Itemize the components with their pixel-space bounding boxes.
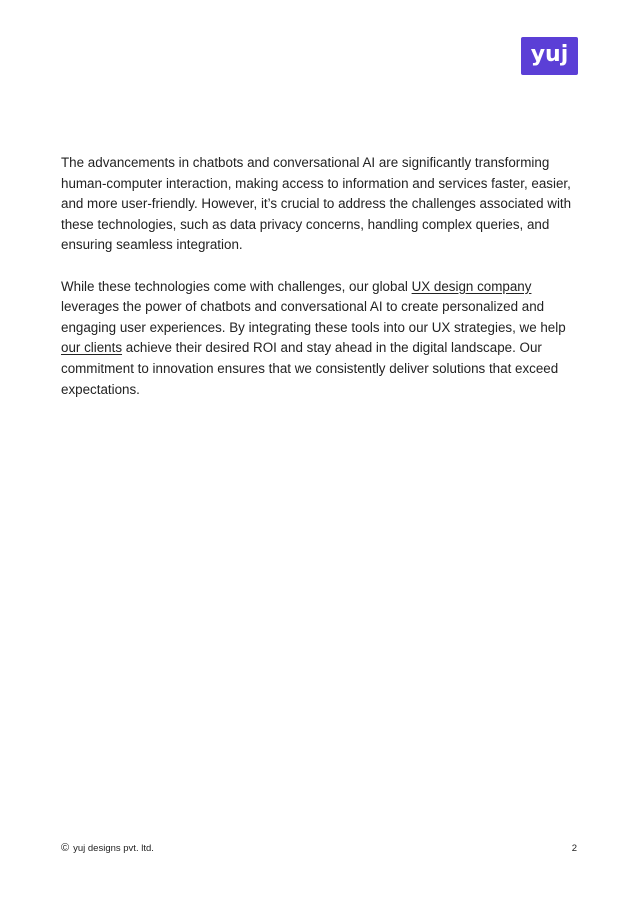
copyright-icon: © <box>61 842 70 854</box>
paragraph-2-text-2: leverages the power of chatbots and conversational AI to create personalized and engaging user experiences. By integrating these tools into our UX strategies, we help <box>61 299 566 335</box>
company-name: yuj designs pvt. ltd. <box>73 843 154 854</box>
page-number: 2 <box>571 843 577 854</box>
paragraph-2-text-3: achieve their desired ROI and stay ahead in the digital landscape. Our commitment to innovation ensures that we consistently deliver solutions that exceed expectations. <box>61 340 559 397</box>
paragraph-1: The advancements in chatbots and conversational AI are significantly transforming human-computer interaction, making access to information and services faster, easier, and more user-friendly. However, it’s crucial to address the challenges associated with these technologies, such as data privacy concerns, handling complex queries, and ensuring seamless integration. <box>61 155 572 253</box>
paragraph-2 <box>61 277 581 401</box>
ux-design-company-link[interactable]: UX design company <box>411 278 532 294</box>
our-clients-link[interactable]: our clients <box>61 340 123 356</box>
paragraph-2-text-1: While these technologies come with challenges, our global <box>61 278 412 294</box>
document-body <box>61 153 581 421</box>
footer-copyright <box>61 843 154 854</box>
yuj-logo: yuj <box>521 37 578 75</box>
